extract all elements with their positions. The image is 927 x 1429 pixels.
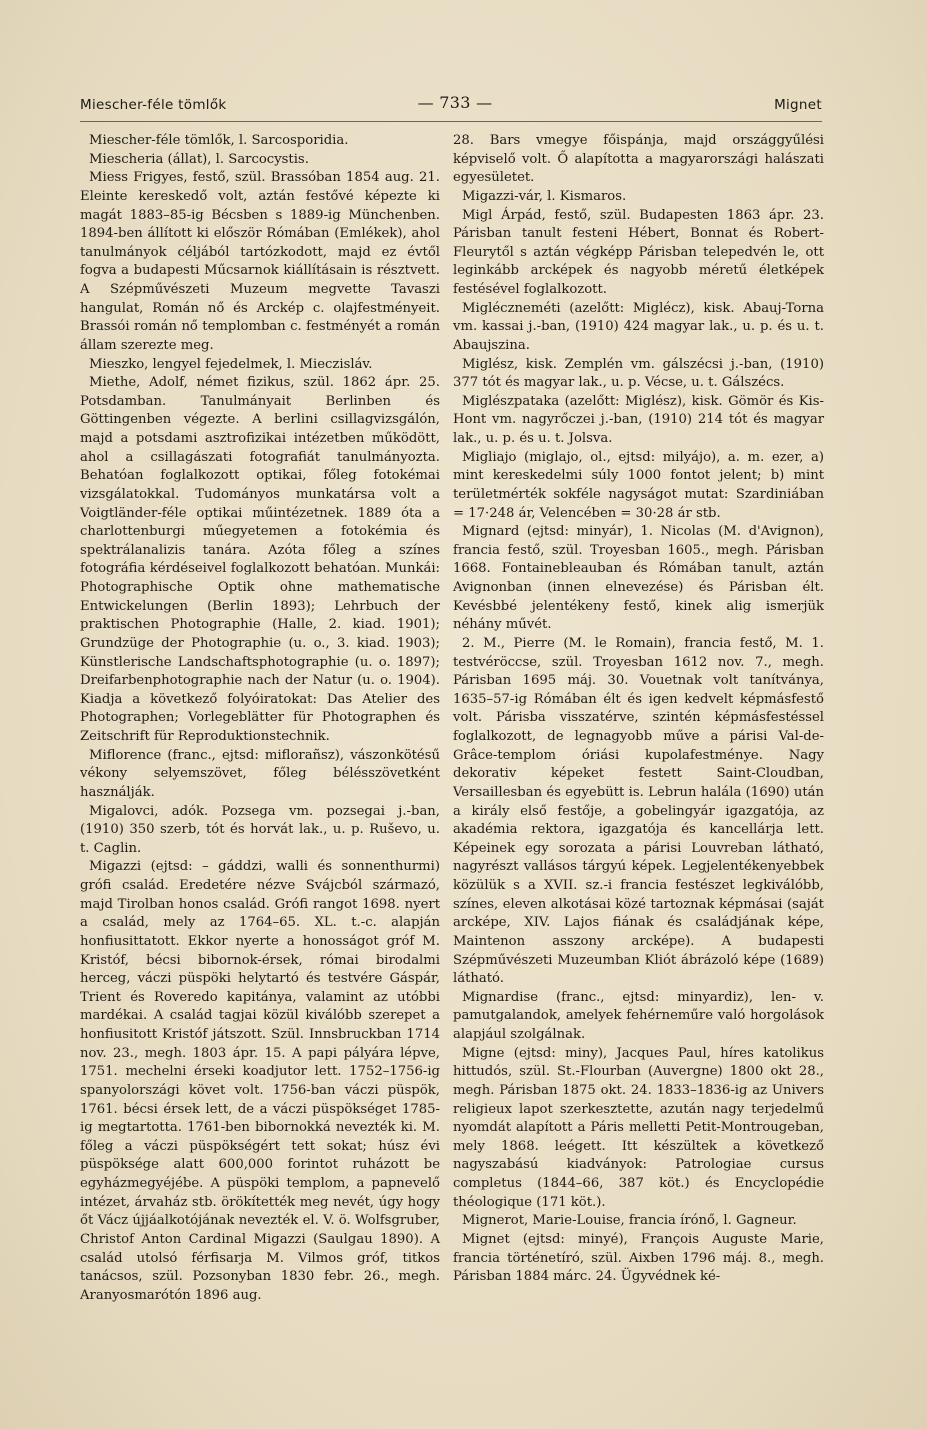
entry: Migalovci, adók. Pozsega vm. pozsegai j.-ban, (1910) 350 szerb, tót és horvát lak., u. p. Ruševo, u. t. Caglin. <box>80 803 440 856</box>
entry: Migl Árpád, festő, szül. Budapesten 1863 ápr. 23. Párisban tanult festeni Hébert, Bonnat és Robert-Fleurytől s aztán végképp Párisban telepedvén le, ott leginkább arcképek és nagyobb méretű életképek festésével foglalkozott. <box>453 207 824 297</box>
entry: Mignardise (franc., ejtsd: minyardiz), len- v. pamutgalandok, amelyek fehérneműre való horgolások alapjául szolgálnak. <box>453 989 824 1042</box>
entry: Migléczneméti (azelőtt: Miglécz), kisk. Abauj-Torna vm. kassai j.-ban, (1910) 424 magyar lak., u. p. és u. t. Abaujszina. <box>453 300 824 353</box>
entry: Miethe, Adolf, német fizikus, szül. 1862 ápr. 25. Potsdamban. Tanulmányait Berlinben és Göttingenben végezte. A berlini csillagvizsgálón, majd a potsdami asztrofizikai intézetben működött, ahol a csillagászati fotografiát tanulmányozta. Behatóan foglalkozott optikai, főleg fotokémai vizsgálatokkal. Tudományos munkatársa volt a Voigtländer-féle optikai műintézetnek. 1889 óta a charlottenburgi műegyetemen a fotokémia és spektrálanalizis tanára. Azóta főleg a színes fotográfia kérdéseivel foglalkozott behatóan. Munkái: Photographische Optik ohne mathematische Entwickelungen (Berlin 1893); Lehrbuch der praktischen Photographie (Halle, 2. kiad. 1901); Grundzüge der Photographie (u. o., 3. kiad. 1903); Künstlerische Landschaftsphotographie (u. o. 1897); Dreifarbenphotographie nach der Natur (u. o. 1904). Kiadja a következő folyóiratokat: Das Atelier des Photographen; Vorlegeblätter für Photographen és Zeitschrift für Reproduktionstechnik. <box>80 375 440 744</box>
entry: Migazzi (ejtsd: – gáddzi, walli és sonnenthurmi) grófi család. Eredetére nézve Svájcból származó, majd Tirolban honos család. Grófi rangot 1698. nyert a család, mely az 1764–65. XL. t.-c. alapján honfiusittatott. Ekkor nyerte a honosságot gróf M. Kristóf, bécsi bibornok-érsek, római birodalmi herceg, váczi püspöki helytartó és testvére Gáspár, Trient és Roveredo kapitánya, valamint az utóbbi mardékai. A család tagjai közül kiválóbb szerepet a honfiusitott Kristóf játszott. Szül. Innsbruckban 1714 nov. 23., megh. 1803 ápr. 15. A papi pályára lépve, 1751. mechelni érseki koadjutor lett. 1752–1756-ig spanyolországi követ volt. 1756-ban váczi püspök, 1761. bécsi érsek lett, de a váczi püspökséget 1785-ig megtartotta. 1761-ben bibornokká nevezték ki. M. főleg a váczi püspökségért tett sokat; húsz évi püspöksége alatt 600,000 forintot ruházott be egyházmegyéjébe. A püspöki templom, a papnevelő intézet, árvaház stb. örökítették meg nevét, úgy hogy őt Vácz újjáalkotójának nevezték el. V. ö. Wolfsgruber, Christof Anton Cardinal Migazzi (Saulgau 1890). A család utolsó férfisarja M. Vilmos gróf, titkos tanácsos, szül. Pozsonyban 1830 febr. 26., megh. Aranyosmarótón 1896 aug. <box>80 859 440 1303</box>
entry: 2. M., Pierre (M. le Romain), francia festő, M. 1. testvéröccse, szül. Troyesban 1612 nov. 7., megh. Párisban 1695 máj. 30. Vouetnak volt tanítványa, 1635–57-ig Rómában élt és igen kedvelt képmásfestő volt. Párisba visszatérve, szintén képmásfestéssel foglalkozott, de legnagyobb műve a párisi Val-de-Grâce-templom óriási kupolafestménye. Nagy dekorativ képeket festett Saint-Cloudban, Versaillesban és egyebütt is. Lebrun halála (1690) után a király első festője, a gobelingyár igazgatója, az akadémia rektora, igazgatója és kancellárja lett. Képeinek egy sorozata a párisi Louvreban látható, nagyrészt vallásos tárgyú képek. Legjelentékenyebbek közülük s a XVII. sz.-i francia festészet legkiválóbb, színes, eleven alkotásai közé tartoznak képmásai (saját arcképe, XIV. Lajos fiának és családjának képe, Maintenon asszony arcképe). A budapesti Szépművészeti Muzeumban Kliót ábrázoló képe (1689) látható. <box>453 635 824 987</box>
entry: Mignard (ejtsd: minyár), 1. Nicolas (M. d'Avignon), francia festő, szül. Troyesban 1605., megh. Párisban 1668. Fontainebleauban és Rómában tanult, aztán Avignonban (innen elnevezése) és Párisban élt. Kevésbbé jelentékeny festő, kinek alig ismerjük néhány művét. <box>453 524 824 633</box>
header-left-guideword: Miescher-féle tömlők <box>80 97 227 113</box>
entry: Mignet (ejtsd: minyé), François Auguste Marie, francia történetíró, szül. Aixben 1796 máj. 8., megh. Párisban 1884 márc. 24. Ügyvédnek ké- <box>453 1231 824 1285</box>
entry: Miess Frigyes, festő, szül. Brassóban 1854 aug. 21. Eleinte kereskedő volt, aztán festővé képezte ki magát 1883–85-ig Bécsben s 1889-ig Münchenben. 1894-ben állított ki először Rómában (Emlékek), ahol tanulmányok céljából tartózkodott, majd ez évtől fogva a budapesti Műcsarnok kiállításain is résztvett. A Szépművészeti Muzeum megvette Tavaszi hangulat, Román nő és Arckép c. olajfestményeit. Brassói román nő templomban c. festményét a román állam szerezte meg. <box>80 170 440 353</box>
entry: Miescheria (állat), l. Sarcocystis. <box>89 151 309 167</box>
right-column <box>453 132 824 1287</box>
entry: Mignerot, Marie-Louise, francia írónő, l. Gagneur. <box>462 1213 797 1229</box>
entry-continuation: 28. Bars vmegye főispánja, majd országgyűlési képviselő volt. Ő alapította a magyarországi halászati egyesületet. <box>453 133 824 186</box>
page-number: — 733 — <box>417 93 493 112</box>
entry: Migliajo (miglajo, ol., ejtsd: milyájo), a. m. ezer, a) mint kereskedelmi súly 1000 fontot jelent; b) mint területmérték sokféle nagyságot mutat: Szardiniában = 17·248 ár, Velencében = 30·28 ár stb. <box>453 449 824 521</box>
page-header <box>80 93 822 119</box>
entry: Migne (ejtsd: miny), Jacques Paul, híres katolikus hittudós, szül. St.-Flourban (Auvergne) 1800 okt 28., megh. Párisban 1875 okt. 24. 1833–1836-ig az Univers religieux lapot szerkesztette, azután nagy terjedelmű nyomdát alapított a Páris melletti Petit-Montrougeban, mely 1868. leégett. Itt készültek a következő nagyszabású kiadványok: Patrologiae cursus completus (1844–66, 387 köt.) és Encyclopédie théologique (171 köt.). <box>453 1045 824 1210</box>
left-column <box>80 132 440 1305</box>
entry: Migazzi-vár, l. Kismaros. <box>462 188 627 204</box>
entry: Mieszko, lengyel fejedelmek, l. Mieczisláv. <box>89 356 373 372</box>
entry: Miflorence (franc., ejtsd: miflorañsz), vászonkötésű vékony selyemszövet, főleg bélésszövetként használják. <box>80 747 440 800</box>
entry: Miglészpataka (azelőtt: Miglész), kisk. Gömör és Kis-Hont vm. nagyrőczei j.-ban, (1910) 214 tót és magyar lak., u. p. és u. t. Jolsva. <box>453 393 824 446</box>
header-rule <box>80 121 822 122</box>
entry: Miglész, kisk. Zemplén vm. gálszécsi j.-ban, (1910) 377 tót és magyar lak., u. p. Vécse, u. t. Gálszécs. <box>453 356 824 391</box>
header-right-guideword: Mignet <box>774 97 822 113</box>
entry: Miescher-féle tömlők, l. Sarcosporidia. <box>89 133 349 148</box>
